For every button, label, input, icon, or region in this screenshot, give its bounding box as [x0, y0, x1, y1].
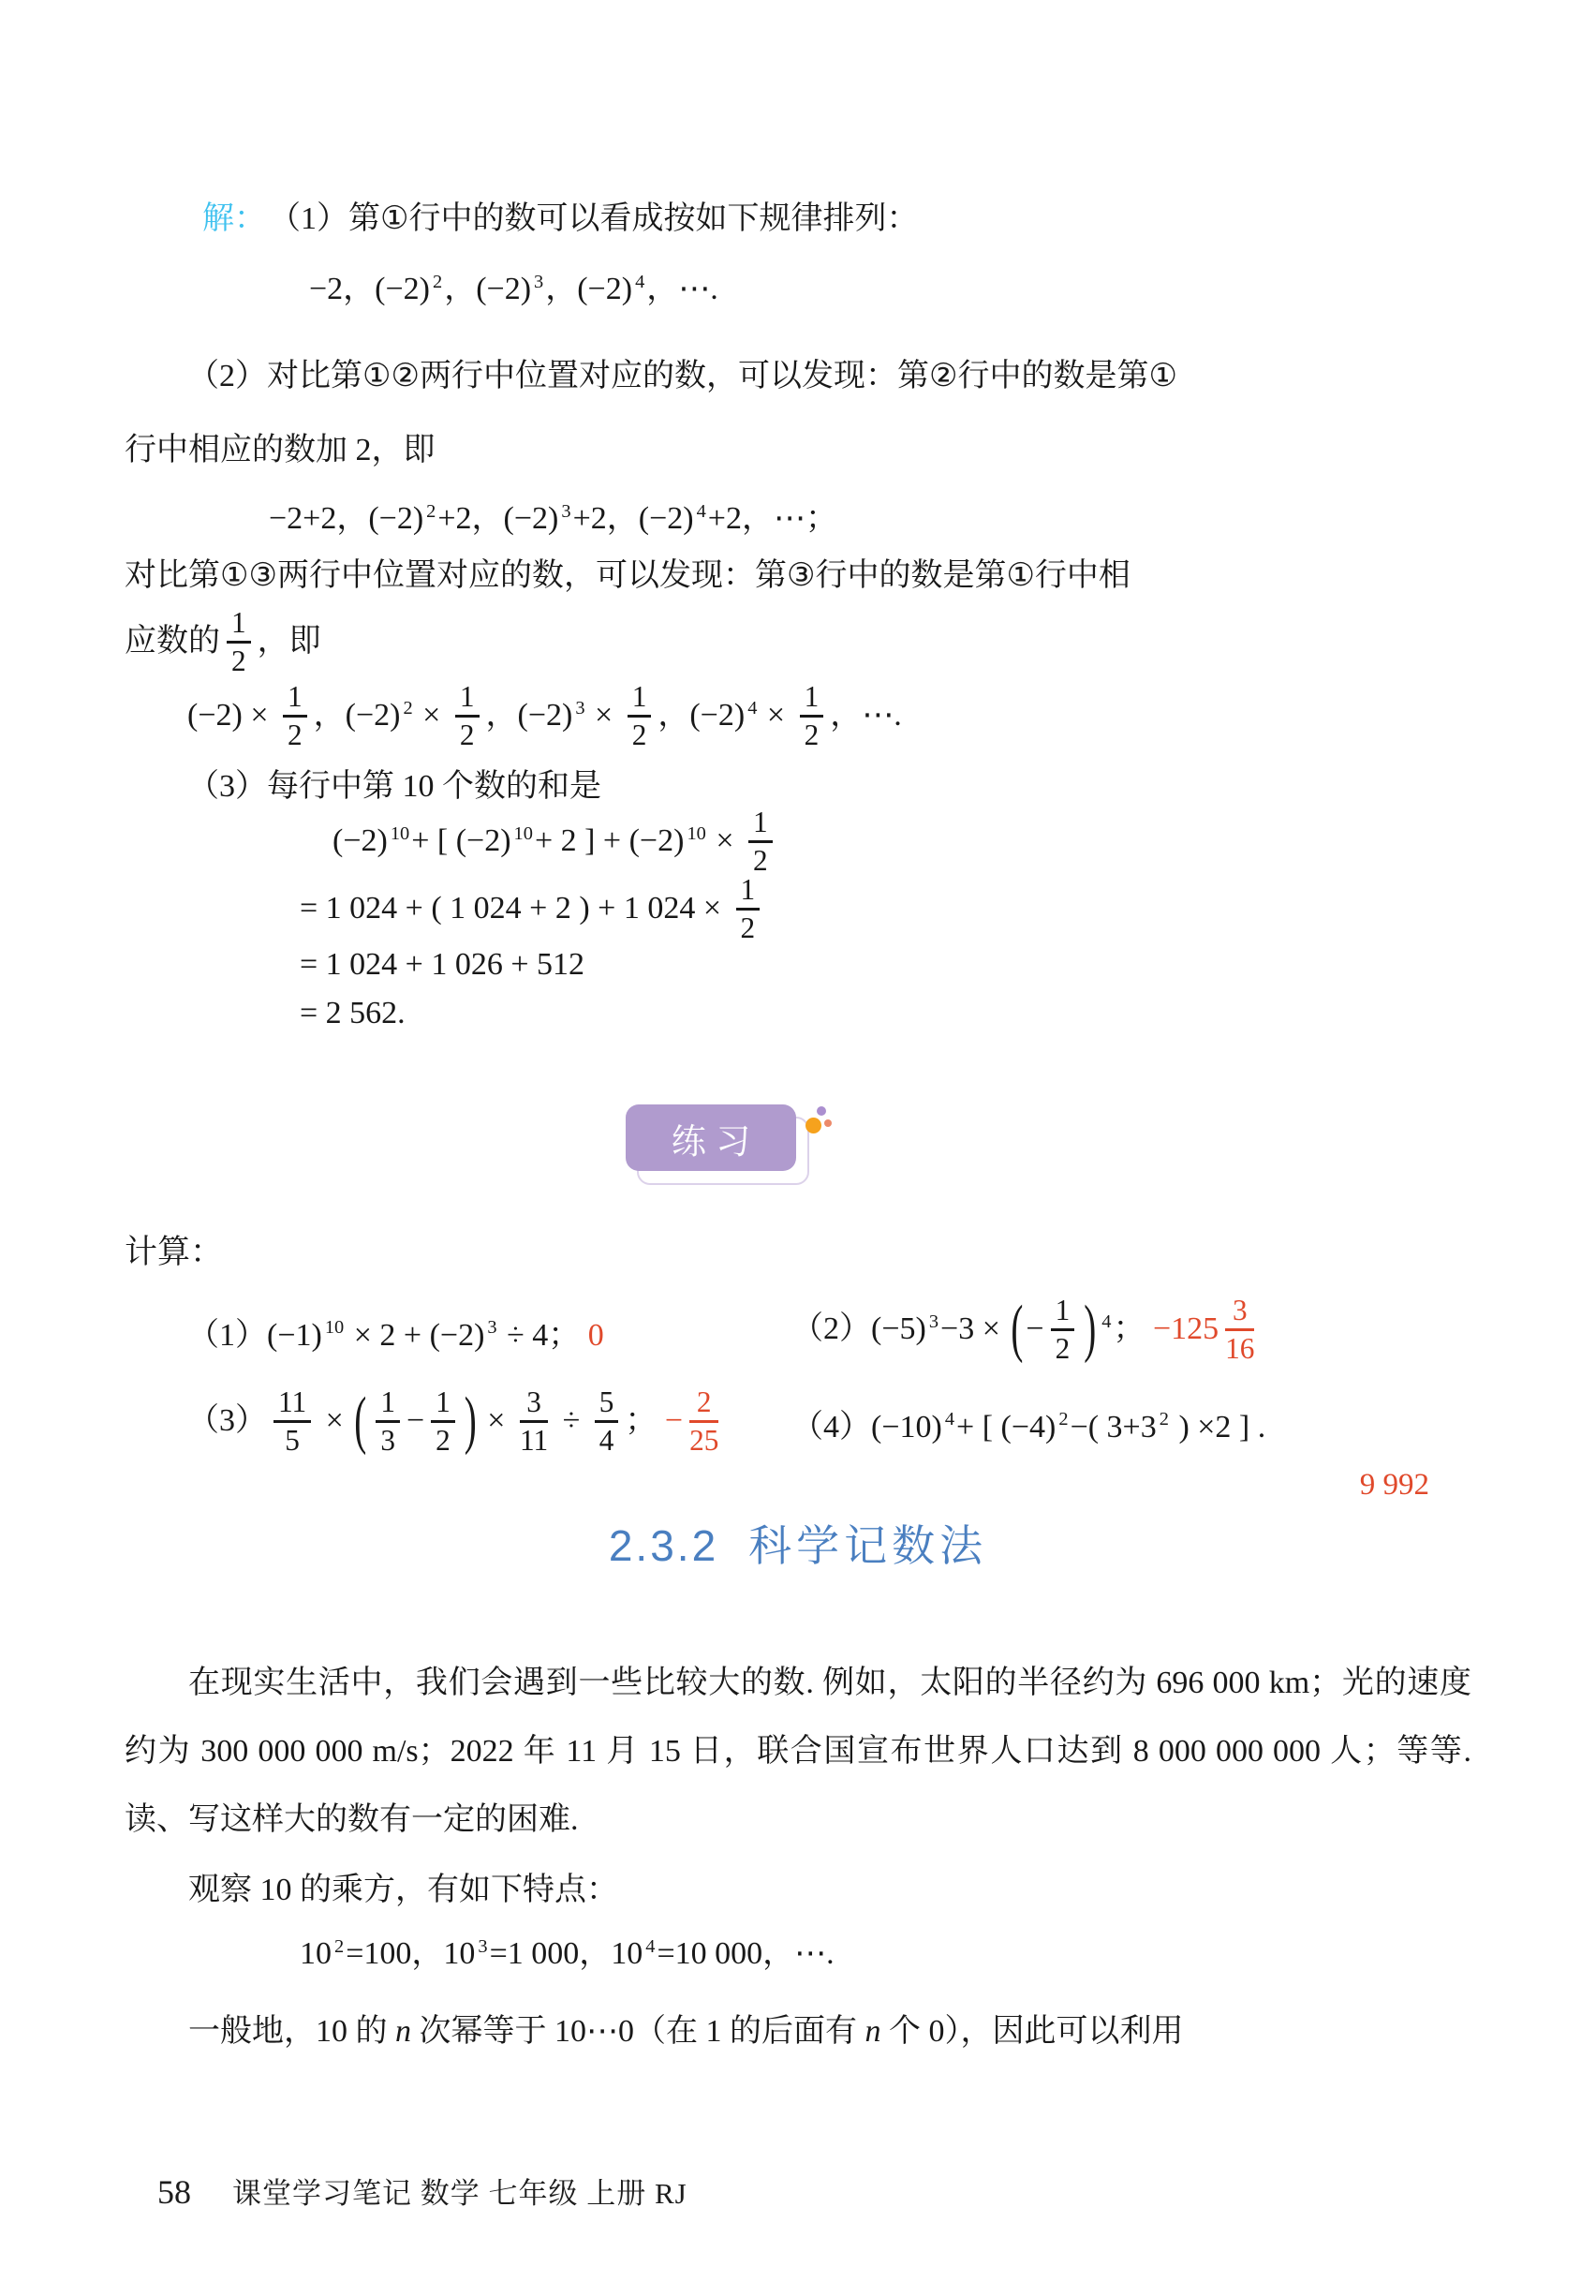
superscript: 10 [390, 822, 410, 844]
math-text: ，即 [257, 624, 321, 659]
math-text: +2，⋯； [707, 501, 837, 536]
superscript: 2 [334, 1935, 345, 1957]
fraction-denominator: 16 [1225, 1331, 1255, 1365]
page-number: 58 [157, 2173, 191, 2211]
problem-3 [187, 1385, 791, 1458]
answer-text: 0 [587, 1317, 604, 1353]
math-text: ； [625, 1403, 665, 1439]
superscript: 3 [478, 1935, 488, 1957]
math-text: 10 [300, 1936, 332, 1972]
big-paren: ) [1084, 1293, 1097, 1364]
sequence-row1-formula [125, 262, 1471, 308]
superscript: 2 [433, 271, 443, 292]
math-text: 对比第①③两行中位置对应的数，可以发现：第③行中的数是第①行中相 [125, 558, 1130, 593]
fraction-denominator: 25 [689, 1423, 719, 1457]
page-content [0, 192, 1596, 2066]
math-text: = 1 024 + ( 1 024 + 2 ) + 1 024 × [300, 891, 730, 926]
fraction-numerator: 1 [380, 1385, 395, 1418]
math-text: + [ (−2) [411, 822, 511, 858]
footer-text: 课堂学习笔记 数学 七年级 上册 RJ [232, 2177, 687, 2210]
math-text: × 2 + (−2) [346, 1317, 485, 1353]
fraction-denominator: 2 [631, 718, 647, 751]
problem-4 [791, 1400, 1471, 1446]
orange-dot-icon [805, 1118, 821, 1133]
fraction [273, 1387, 311, 1456]
superscript: 2 [426, 500, 436, 522]
solution-label: 解： [202, 201, 266, 236]
math-text: −2，(−2) [309, 272, 430, 306]
answer-text: −125 [1152, 1311, 1219, 1347]
math-text: × [759, 698, 793, 733]
math-text: +2，(−2) [437, 501, 559, 536]
fraction-denominator: 5 [285, 1423, 300, 1457]
general-rule-paragraph [125, 1997, 1471, 2066]
section-number: 2.3.2 [608, 1521, 719, 1571]
fraction-denominator: 2 [436, 1423, 451, 1457]
fraction [748, 807, 773, 876]
section-title: 科学记数法 [748, 1521, 988, 1571]
fraction [431, 1387, 455, 1456]
math-text: × [479, 1403, 513, 1439]
fraction-numerator: 3 [526, 1385, 541, 1418]
fraction-numerator: 1 [436, 1385, 451, 1418]
fraction-denominator: 2 [740, 911, 756, 945]
step3-text-line [125, 760, 1471, 806]
math-text: = 1 024 + 1 026 + 512 [300, 947, 585, 983]
math-text: × [707, 822, 743, 858]
problem-1 [187, 1309, 791, 1355]
math-text: + 2 ] + (−2) [534, 822, 685, 858]
observe-paragraph: 观察 10 的乘方，有如下特点： [188, 1873, 618, 1908]
superscript: 10 [513, 822, 533, 844]
fraction-denominator: 4 [598, 1423, 614, 1457]
math-text: （3）每行中第 10 个数的和是 [187, 768, 601, 804]
math-text: + [ (−4) [956, 1409, 1057, 1444]
fraction-denominator: 2 [804, 718, 820, 751]
math-text: =1 000，10 [489, 1936, 643, 1972]
problems-row-1 [125, 1286, 1471, 1376]
fraction [628, 679, 652, 751]
fraction-numerator: 11 [278, 1385, 307, 1418]
math-text: (−2) × [187, 698, 276, 733]
superscript: 3 [534, 271, 544, 292]
problem-4-answer: 9 992 [1359, 1468, 1429, 1503]
fraction-numerator: 1 [1055, 1293, 1071, 1326]
practice-badge [626, 1104, 841, 1183]
fraction [736, 875, 761, 943]
sum-eval-line2 [125, 947, 1471, 983]
math-text: −( 3+3 [1070, 1409, 1157, 1444]
math-text: （4）(−10) [791, 1409, 942, 1444]
fraction [800, 679, 824, 751]
math-text: =100，10 [346, 1936, 476, 1972]
salmon-dot-icon [824, 1119, 832, 1127]
math-text: ÷ 4； [498, 1317, 588, 1353]
math-text: ，(−2) [485, 698, 573, 733]
superscript: 4 [696, 500, 706, 522]
fraction-denominator: 2 [288, 718, 303, 751]
math-text: ； [1113, 1311, 1153, 1347]
fraction-numerator: 1 [459, 679, 475, 713]
fraction-numerator: 2 [696, 1385, 712, 1418]
purple-dot-icon [817, 1106, 826, 1116]
step2b-text-line2 [125, 606, 1471, 678]
math-text: ，⋯. [830, 698, 902, 733]
fraction-numerator: 5 [598, 1385, 614, 1418]
fraction [227, 608, 251, 676]
math-text: = 2 562. [300, 996, 406, 1031]
math-text: 行中相应的数加 2，即 [125, 433, 436, 467]
fraction-numerator: 3 [1232, 1293, 1248, 1326]
practice-badge-label: 练 习 [626, 1104, 796, 1171]
superscript: 2 [1159, 1409, 1169, 1430]
math-text: −3 × [940, 1311, 1009, 1347]
fraction-numerator: 1 [740, 873, 756, 907]
math-text: − [406, 1403, 425, 1439]
math-text: （2）对比第①②两行中位置对应的数，可以发现：第②行中的数是第① [187, 359, 1177, 393]
math-text: （2）(−5) [791, 1311, 926, 1347]
math-text: −2+2，(−2) [269, 501, 424, 536]
math-text: × [586, 698, 621, 733]
fraction [520, 1387, 548, 1456]
math-text: − [1026, 1311, 1044, 1347]
fraction-denominator: 2 [1055, 1331, 1071, 1365]
math-text: ，(−2) [545, 272, 633, 306]
fraction [376, 1387, 400, 1456]
fraction [283, 679, 307, 751]
calculate-label: 计算： [125, 1234, 224, 1271]
fraction-denominator: 11 [519, 1423, 549, 1457]
fraction [1051, 1293, 1075, 1365]
intro-paragraph: 在现实生活中，我们会遇到一些比较大的数. 例如，太阳的半径约为 696 000 km；光的速度约为 300 000 000 m/s；2022 年 11 月 15 日，联合国宣布世界人口达到 8 000 000 000 人；等等. 读、写这样大的数有一定的困难. [125, 1666, 1471, 1838]
math-text: 应数的 [125, 624, 220, 659]
math-text: ，⋯. [646, 272, 718, 306]
superscript: 3 [561, 500, 571, 522]
math-text: （1）(−1) [187, 1317, 322, 1353]
math-text: 次幂等于 10⋯0（在 1 的后面有 [411, 2014, 865, 2050]
math-text: =10 000，⋯. [657, 1936, 835, 1972]
math-text: ，(−2) [313, 698, 401, 733]
fraction-denominator: 2 [753, 843, 768, 877]
italic-var: n [864, 2014, 881, 2050]
fraction-numerator: 1 [804, 679, 820, 713]
math-text: （3） [187, 1403, 267, 1439]
superscript: 4 [635, 271, 645, 292]
powers-of-ten-line [125, 1928, 1471, 1980]
fraction [1225, 1293, 1255, 1365]
math-text: ) ×2 ] . [1170, 1409, 1266, 1444]
fraction-numerator: 1 [231, 606, 246, 639]
fraction-numerator: 1 [753, 805, 768, 838]
math-text: × [318, 1403, 352, 1439]
problems-row-2 [125, 1378, 1471, 1468]
math-text: (−2) [332, 822, 388, 858]
math-text: ，(−2) [444, 272, 532, 306]
fraction-numerator: 1 [288, 679, 303, 713]
solution-intro-line [125, 192, 1471, 238]
superscript: 4 [1101, 1311, 1112, 1332]
math-text: +2，(−2) [572, 501, 694, 536]
math-text: ÷ [554, 1403, 588, 1439]
math-text: （1）第①行中的数可以看成按如下规律排列： [285, 201, 919, 236]
sequence-row2-formula [125, 492, 1471, 538]
fraction [455, 679, 480, 751]
superscript: 4 [645, 1935, 656, 1957]
superscript: 2 [1058, 1409, 1069, 1430]
superscript: 10 [687, 822, 706, 844]
sequence-row3-formula [125, 679, 1471, 752]
superscript: 3 [928, 1311, 939, 1332]
fraction-denominator: 3 [380, 1423, 395, 1457]
sum-expression [125, 805, 1471, 878]
answer-text: − [664, 1403, 684, 1439]
sparkle-dots-icon [805, 1106, 843, 1136]
problem-2 [791, 1293, 1471, 1366]
page-footer [157, 2170, 687, 2212]
superscript: 2 [403, 697, 413, 718]
step2-text-line2 [125, 423, 1471, 469]
fraction [595, 1387, 619, 1456]
italic-var: n [395, 2014, 411, 2050]
step2b-text-line1 [125, 549, 1471, 595]
fraction-denominator: 2 [459, 718, 475, 751]
math-text: 个 0），因此可以利用 [880, 2014, 1184, 2050]
math-text: ，(−2) [658, 698, 746, 733]
superscript: 4 [944, 1409, 955, 1430]
superscript: 3 [487, 1317, 497, 1339]
big-paren: ( [354, 1385, 367, 1456]
math-text: 一般地，10 的 [188, 2014, 395, 2050]
fraction-numerator: 1 [631, 679, 647, 713]
big-paren: ( [1011, 1293, 1024, 1364]
math-text: × [414, 698, 449, 733]
fraction [689, 1387, 718, 1456]
step2-text-line1 [125, 349, 1471, 395]
fraction-denominator: 2 [231, 644, 246, 677]
superscript: 3 [575, 697, 585, 718]
sum-eval-line1 [125, 873, 1471, 945]
big-paren: ) [464, 1385, 477, 1456]
section-heading [125, 1512, 1471, 1574]
superscript: 4 [747, 697, 758, 718]
superscript: 10 [324, 1317, 345, 1339]
sum-result-line [125, 996, 1471, 1031]
